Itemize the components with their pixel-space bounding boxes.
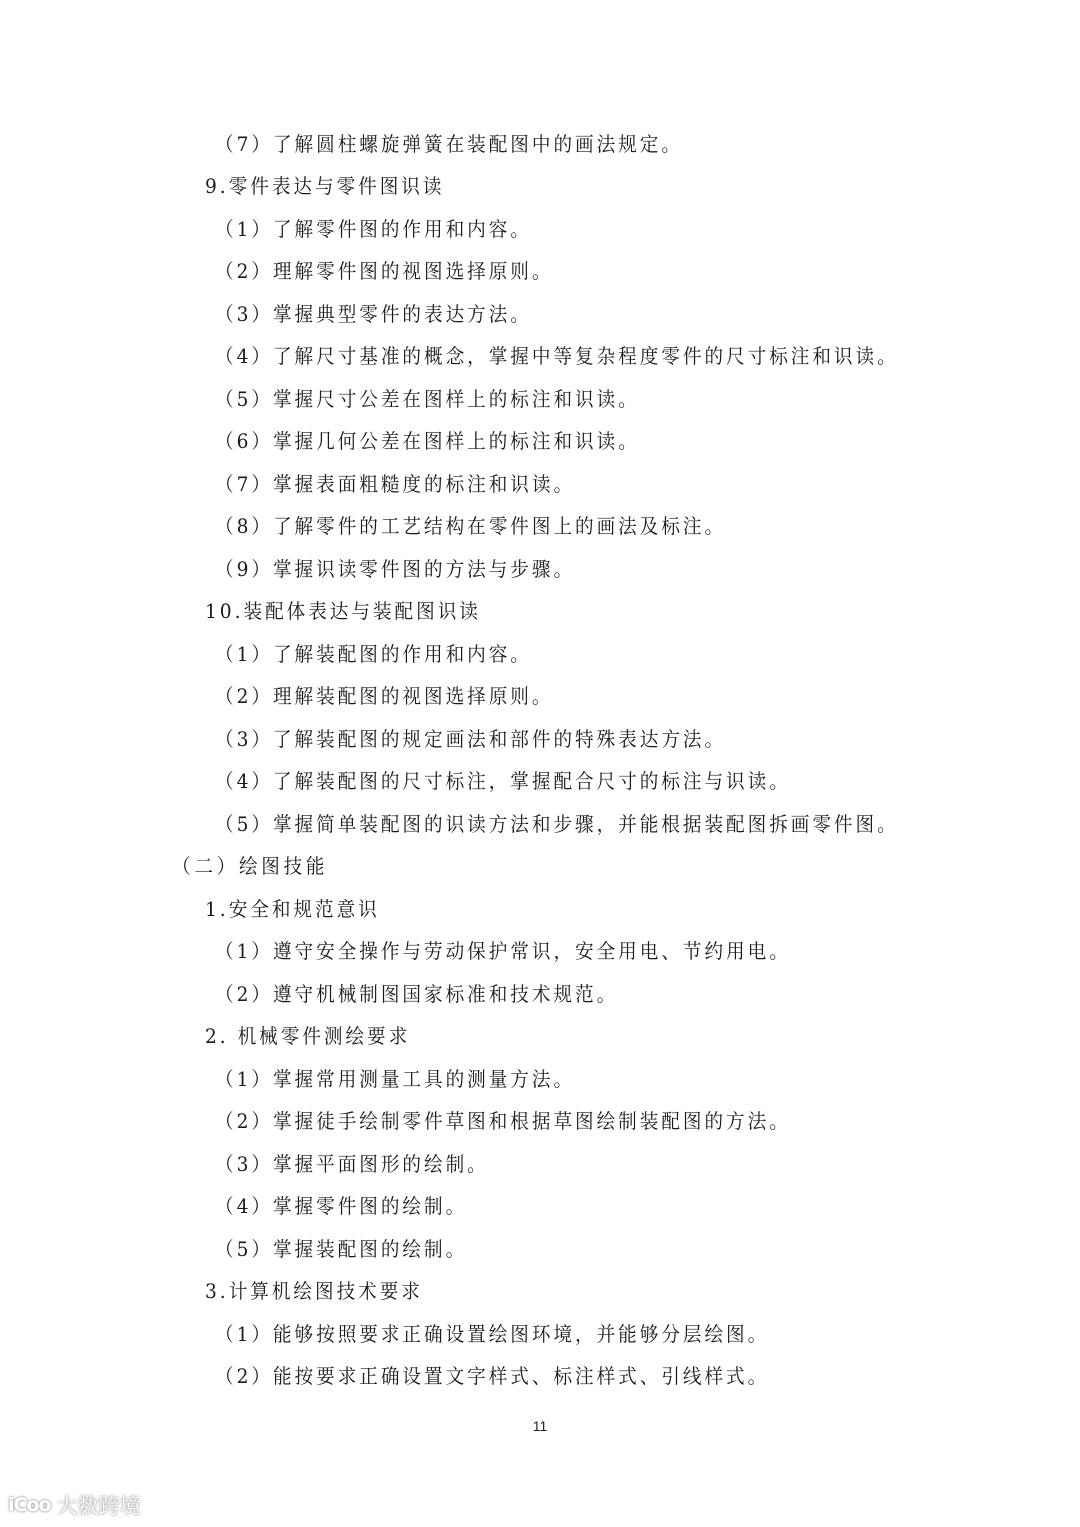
page-number: 11 [532,1418,548,1434]
list-item: （2）能按要求正确设置文字样式、标注样式、引线样式。 [215,1364,770,1388]
watermark [8,1490,141,1520]
list-item: （5）掌握尺寸公差在图样上的标注和识读。 [215,387,640,411]
list-item: （1）遵守安全操作与劳动保护常识，安全用电、节约用电。 [215,939,791,963]
subsection-heading: 10.装配体表达与装配图识读 [205,599,481,623]
list-item: （4）了解装配图的尺寸标注，掌握配合尺寸的标注与识读。 [215,769,791,793]
list-item: （7）掌握表面粗糙度的标注和识读。 [215,472,576,496]
list-item: （3）掌握平面图形的绘制。 [215,1152,489,1176]
subsection-heading: 2. 机械零件测绘要求 [205,1024,411,1048]
list-item: （2）掌握徒手绘制零件草图和根据草图绘制装配图的方法。 [215,1109,791,1133]
list-item: （1）掌握常用测量工具的测量方法。 [215,1067,576,1091]
watermark-logo-icon: iCoo [8,1494,51,1516]
list-item: （4）了解尺寸基准的概念，掌握中等复杂程度零件的尺寸标注和识读。 [215,344,899,368]
subsection-heading: 9.零件表达与零件图识读 [205,174,445,198]
list-item: （2）理解装配图的视图选择原则。 [215,684,554,708]
list-item: （9）掌握识读零件图的方法与步骤。 [215,557,576,581]
list-item: （2）理解零件图的视图选择原则。 [215,259,554,283]
watermark-text: 大数跨境 [56,1494,141,1518]
list-item: （4）掌握零件图的绘制。 [215,1194,468,1218]
list-item: （3）了解装配图的规定画法和部件的特殊表达方法。 [215,727,727,751]
subsection-heading: 3.计算机绘图技术要求 [205,1279,423,1303]
list-item: （6）掌握几何公差在图样上的标注和识读。 [215,429,640,453]
list-item: （1）能够按照要求正确设置绘图环境，并能够分层绘图。 [215,1322,770,1346]
section-heading: （二）绘图技能 [172,854,329,878]
subsection-heading: 1.安全和规范意识 [205,897,380,921]
list-item: （1）了解零件图的作用和内容。 [215,217,532,241]
list-item: （2）遵守机械制图国家标准和技术规范。 [215,982,619,1006]
list-item: （7）了解圆柱螺旋弹簧在装配图中的画法规定。 [215,132,683,156]
list-item: （1）了解装配图的作用和内容。 [215,642,532,666]
list-item: （5）掌握装配图的绘制。 [215,1237,468,1261]
list-item: （3）掌握典型零件的表达方法。 [215,302,532,326]
list-item: （5）掌握简单装配图的识读方法和步骤，并能根据装配图拆画零件图。 [215,812,899,836]
list-item: （8）了解零件的工艺结构在零件图上的画法及标注。 [215,514,727,538]
